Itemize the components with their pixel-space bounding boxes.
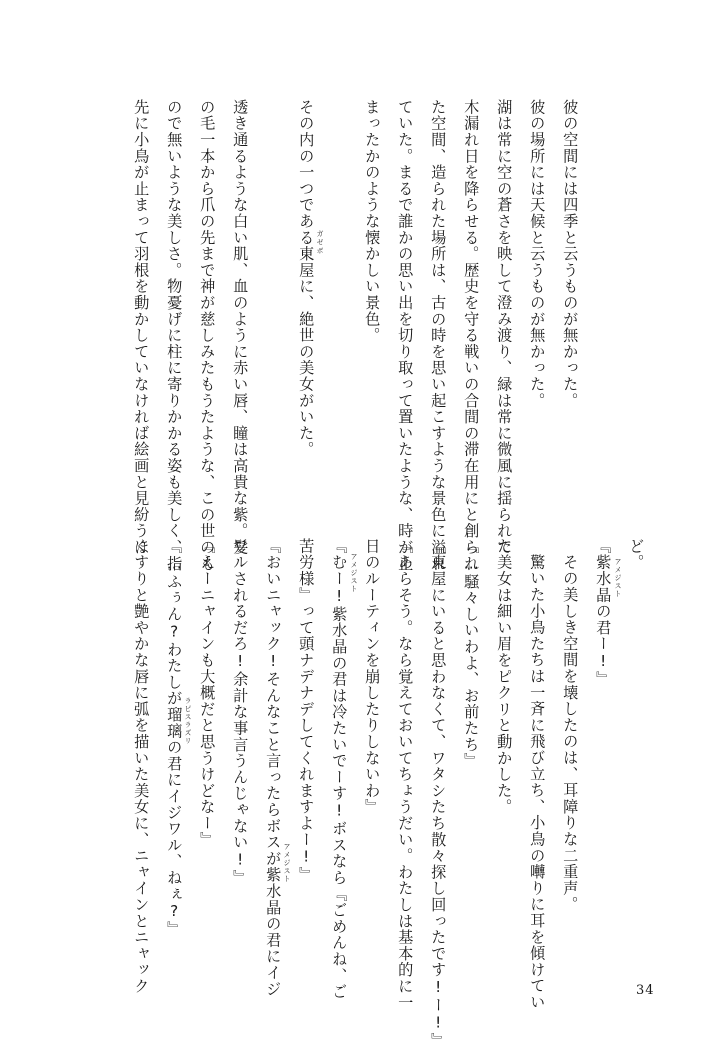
text-column: 木漏れ日を降らせる。歴史を守る戦いの合間の滞在用にと創られ xyxy=(462,99,481,572)
text-column: 『むー!紫水晶の君は冷たいでーす!ボスなら『ごめんね、ご xyxy=(330,538,349,1000)
text-column: 苦労様』って頭ナデナデしてくれますよー!』 xyxy=(297,538,316,884)
ruby-lapis: ラピスラズリ xyxy=(184,697,192,745)
text-column: その美しき空間を壊したのは、耳障りな二重声。 xyxy=(561,554,580,913)
text-column: まったかのような懐かしい景色。 xyxy=(363,99,382,344)
text-column: 透き通るような白い肌、血のように赤い唇、瞳は高貴な紫。髪 xyxy=(231,99,250,556)
text-column: 驚いた小鳥たちは一斉に飛び立ち、小鳥の囀りに耳を傾けてい xyxy=(528,554,547,1011)
text-column: 日のルーティンを崩したりしないわ』 xyxy=(363,538,382,816)
ruby-gazebo: ガゼボ xyxy=(316,230,324,256)
ruby-amethyst: アメジスト xyxy=(350,553,358,593)
text-column: 『おいニャック!そんなこと言ったらボスが紫水晶の君にイジ xyxy=(264,538,283,998)
text-column: 『…騒々しいわよ、お前たち』 xyxy=(462,538,481,769)
text-column: ていた。まるで誰かの思い出を切り取って置いたような、時が止 xyxy=(396,99,415,572)
text-column: ど。 xyxy=(627,538,646,571)
text-column: 先に小鳥が止まって羽根を動かしていなければ絵画と見紛うほ xyxy=(132,99,151,556)
page-number: 34 xyxy=(636,983,655,998)
text-column: ので無いような美しさ。物憂げに柱に寄りかかる姿も美しく、指 xyxy=(165,99,184,572)
text-column: 彼の空間には四季と云うものが無かった。 xyxy=(561,99,580,409)
text-column: た美女は細い眉をピクリと動かした。 xyxy=(495,538,514,816)
text-column: 湖は常に空の蒼さを映して澄み渡り、緑は常に微風に揺られて xyxy=(495,99,514,556)
text-column: 『東屋にいると思わなくて、ワタシたち散々探し回ったです!ー!』 xyxy=(429,538,448,1049)
text-column: た空間、造られた場所は、古の時を思い起こすような景色に溢れ xyxy=(429,99,448,572)
text-column: その内の一つである東屋に、絶世の美女がいた。 xyxy=(297,99,316,458)
text-column: 『…ふぅん?わたしが瑠璃の君にイジワル、ねぇ?』 xyxy=(165,538,184,938)
text-column: ワルされるだろ!余計な事言うんじゃない!』 xyxy=(231,538,250,886)
text-column: 『紫水晶の君ー!』 xyxy=(594,538,613,688)
text-column: の毛一本から爪の先まで神が慈しみたもうたような、この世のも xyxy=(198,99,217,572)
text-column: 『あらそう。なら覚えておいてちょうだい。わたしは基本的に一 xyxy=(396,538,415,1011)
text-column: くすりと艶やかな唇に弧を描いた美女に、ニャインとニャック xyxy=(132,538,151,995)
text-column: 彼の場所には天候と云うものが無かった。 xyxy=(528,99,547,409)
ruby-amethyst: アメジスト xyxy=(283,843,291,883)
text-column: 『えーニャインも大概だと思うけどなー』 xyxy=(198,538,217,848)
ruby-amethyst: アメジスト xyxy=(614,558,622,598)
